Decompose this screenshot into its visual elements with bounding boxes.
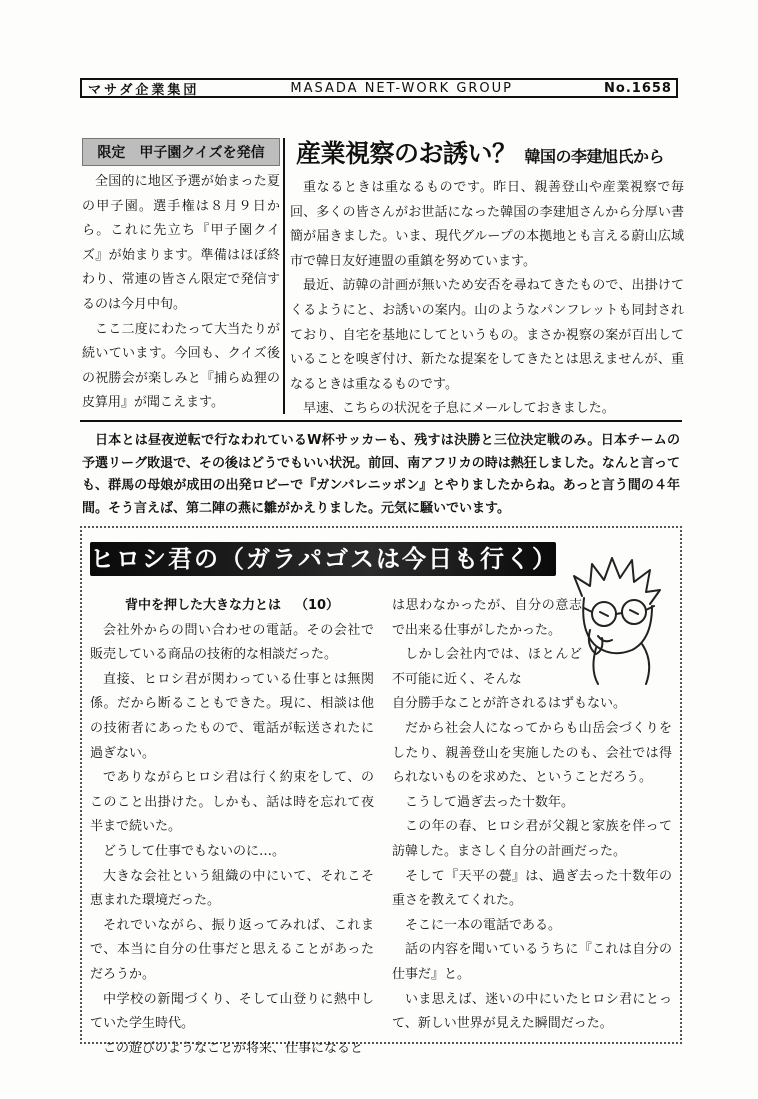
column-divider: [283, 138, 285, 414]
serial-column-2: [392, 594, 672, 1037]
right-paragraph: 重なるときは重なるものです。昨日、親善登山や産業視察で毎回、多くの皆さんがお世話になった韓国の李建旭さんから分厚い書簡が届きました。いま、現代グループの本拠地とも言える蔚山広域市で韓日友好連盟の重鎮を努めています。: [290, 180, 684, 269]
serial-paragraph: 話の内容を聞いているうちに『これは自分の仕事だ』と。: [392, 942, 672, 982]
serial-paragraph: だから社会人になってからも山岳会づくりをしたり、親善登山を実施したのも、会社では得られないものを求めた、ということだろう。: [392, 720, 672, 786]
article-title: [296, 134, 684, 170]
serial-paragraph: どうして仕事でもないのに…。: [103, 843, 286, 859]
serial-paragraph: それでいながら、振り返ってみれば、これまで、本当に自分の仕事だと思えることがあっただろうか。: [90, 917, 374, 982]
serial-paragraph: こうして過ぎ去った十数年。: [405, 794, 575, 810]
left-paragraph: 全国的に地区予選が始まった夏の甲子園。選手権は８月９日から。これに先立ち『甲子園クイズ』が始まります。準備はほぼ終わり、常連の皆さん限定で発信するのは今月中旬。: [82, 174, 280, 312]
serial-paragraph: いま思えば、迷いの中にいたヒロシ君にとって、新しい世界が見えた瞬間だった。: [392, 991, 672, 1032]
serial-column-1: [90, 594, 374, 1061]
serial-paragraph: 大きな会社という組織の中にいて、それこそ恵まれた環境だった。: [90, 868, 374, 909]
article-title-main: 産業視察のお誘い？: [296, 139, 517, 168]
left-paragraph: ここ二度にわたって大当たりが続いています。今回も、クイズ後の祝勝会が楽しみと『捕らぬ狸の皮算用』が聞こえます。: [82, 321, 280, 411]
article-title-sub: 韓国の李建旭氏から: [524, 147, 665, 166]
section-divider: [80, 420, 682, 422]
serial-chapter-heading: [90, 594, 374, 619]
serial-chapter-number: （10）: [294, 598, 340, 613]
right-paragraph: 早速、こちらの状況を子息にメールしておきました。: [303, 401, 615, 417]
serial-paragraph: この年の春、ヒロシ君が父親と家族を伴って訪韓した。まさしく自分の計画だった。: [392, 819, 672, 859]
right-paragraph: 最近、訪韓の計画が無いため安否を尋ねてきたもので、出掛けてくるようにと、お誘いの案内。山のようなパンフレットも同封されており、自宅を基地にしてというもの。まさか視察の案が百出していることを嗅ぎ付け、新たな提案をしてきたとは思えませんが、重なるときは重なるものです。: [290, 278, 684, 392]
koshien-quiz-heading: 限定 甲子園クイズを発信: [82, 138, 280, 166]
masthead: [80, 78, 678, 98]
masthead-group: MASADA NET-WORK GROUP: [290, 80, 514, 96]
industry-visit-article: [290, 134, 684, 422]
koshien-quiz-article: [82, 138, 280, 416]
serial-paragraph: そして『天平の甍』は、過ぎ去った十数年の重さを教えてくれた。: [392, 868, 672, 909]
serial-banner: ヒロシ君の（ガラパゴスは今日も行く）: [90, 542, 556, 576]
masthead-brand: マサダ企業集団: [88, 82, 200, 98]
hiroshi-serial-box: [80, 526, 682, 1056]
serial-paragraph: 直接、ヒロシ君が関わっている仕事とは無関係。だから断ることもできた。現に、相談は他の技術者にあったもので、電話が転送されたに過ぎない。: [90, 671, 374, 761]
serial-paragraph: 自分勝手なことが許されるはずもない。: [392, 696, 627, 712]
world-cup-brief: [82, 430, 680, 520]
serial-paragraph: 中学校の新聞づくり、そして山登りに熱中していた学生時代。: [90, 991, 374, 1032]
serial-paragraph: 会社外からの問い合わせの電話。その会社で販売している商品の技術的な相談だった。: [90, 622, 374, 663]
serial-paragraph: は思わなかったが、自分の意志で出来る仕事がしたかった。: [392, 598, 582, 638]
serial-paragraph: そこに一本の電話である。: [405, 917, 562, 933]
world-cup-brief-text: 日本とは昼夜逆転で行なわれているW杯サッカーも、残すは決勝と三位決定戦のみ。日本チームの予選リーグ敗退で、その後はどうでもいい状況。前回、南アフリカの時は熱狂しました。なんと言っても、群馬の母娘が成田の出発ロビーで『ガンバレニッポン』とやりましたからね。あっと言う間の４年間。そう言えば、第二陣の燕に雛がかえりました。元気に騒いでいます。: [82, 433, 680, 516]
issue-number: No.1658: [604, 80, 672, 96]
serial-paragraph: この遊びのようなことが将来、仕事になると: [103, 1040, 364, 1056]
serial-chapter-title: 背中を押した大きな力とは: [124, 598, 281, 613]
serial-paragraph: しかし会社内では、ほとんど不可能に近く、そんな: [392, 647, 582, 687]
serial-paragraph: でありながらヒロシ君は行く約束をして、のこのこと出掛けた。しかも、話は時を忘れて夜半まで続いた。: [90, 770, 374, 835]
